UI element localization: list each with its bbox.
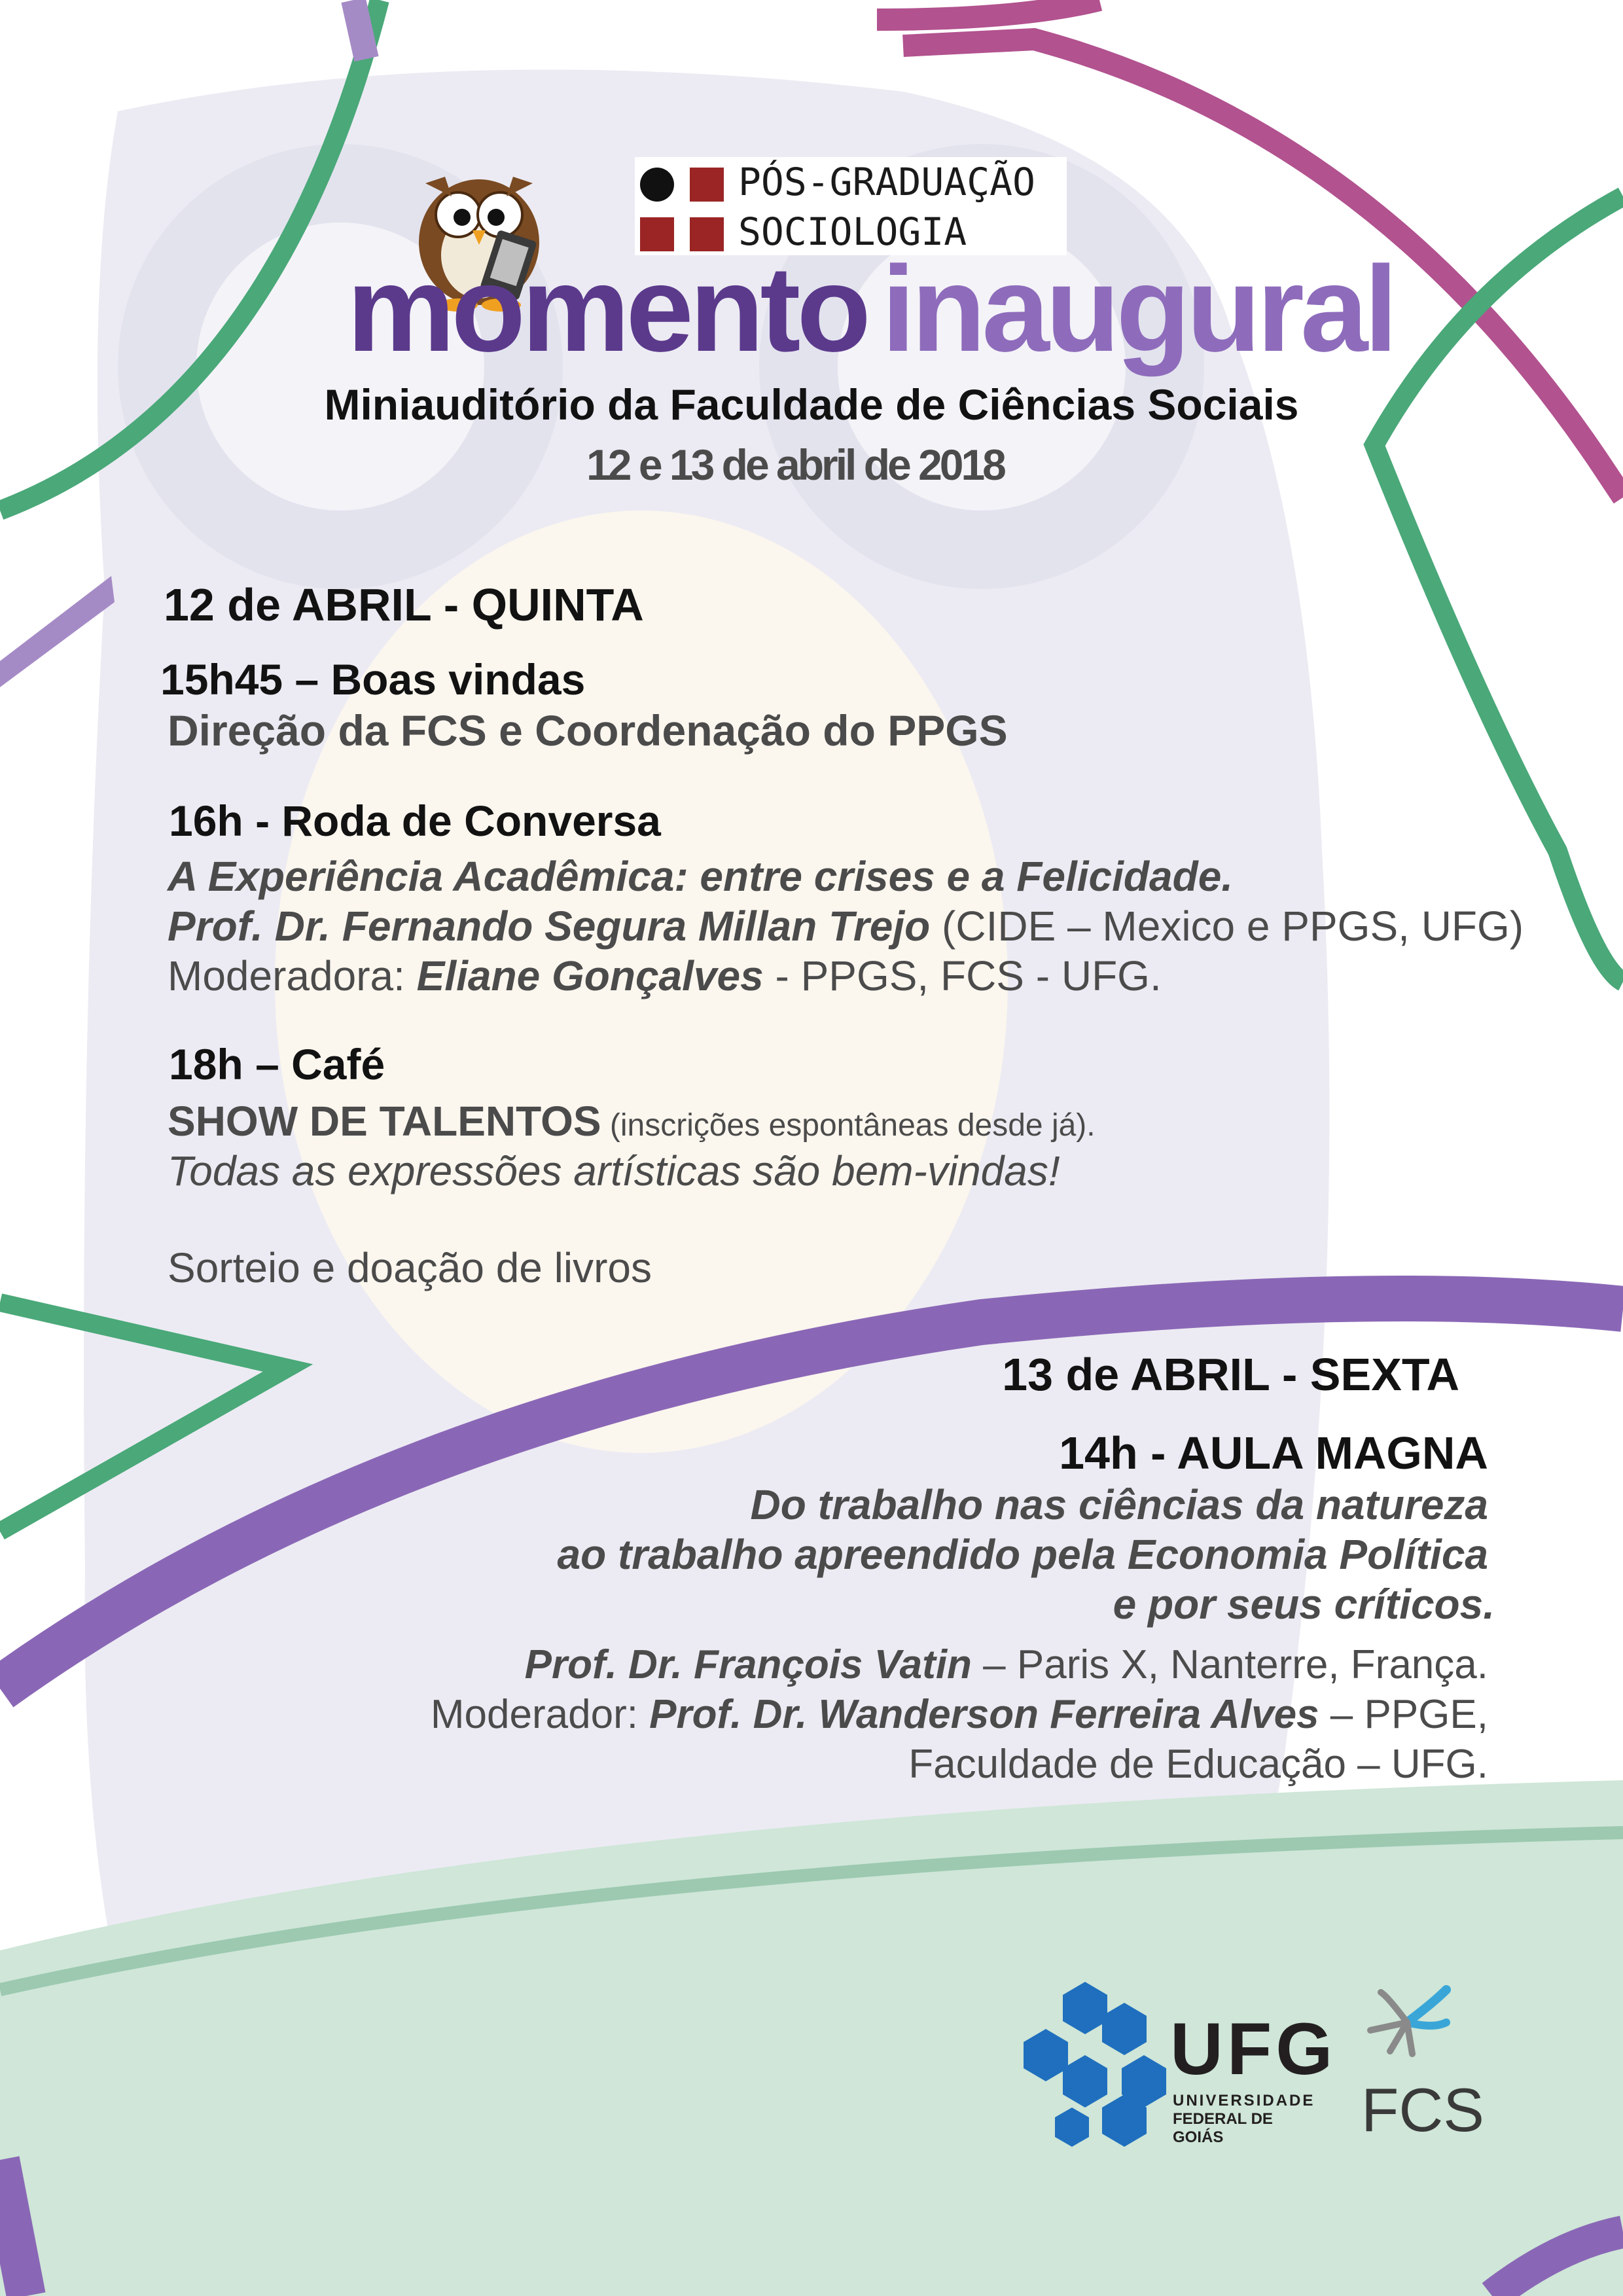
day1-show-note: (inscrições espontâneas desde já). xyxy=(601,1108,1096,1143)
day1-show-title: SHOW DE TALENTOS xyxy=(168,1098,601,1145)
day1-session2-speaker: Prof. Dr. Fernando Segura Millan Trejo xyxy=(168,903,931,950)
event-dates: 12 e 13 de abril de 2018 xyxy=(586,440,1004,489)
program-line-1: PÓS-GRADUAÇÃO xyxy=(738,160,1035,204)
day2-lecture-line-3: e por seus críticos. xyxy=(1113,1581,1495,1628)
day1-session2-time: 16h - Roda de Conversa xyxy=(169,797,661,845)
day1-session1-desc: Direção da FCS e Coordenação do PPGS xyxy=(168,706,1008,755)
day1-session2-mod-name: Eliane Gonçalves xyxy=(416,952,764,999)
day1-session2-mod-affil: - PPGS, FCS - UFG. xyxy=(763,952,1162,999)
day2-moderator-line xyxy=(431,1691,1488,1738)
title-word-inaugural: inaugural xyxy=(882,242,1395,377)
day2-heading: 13 de ABRIL - SEXTA xyxy=(1002,1349,1459,1400)
fcs-spark-icon xyxy=(1361,1983,1453,2062)
day1-heading: 12 de ABRIL - QUINTA xyxy=(164,579,644,630)
fcs-wordmark: FCS xyxy=(1361,2075,1484,2144)
day2-mod-label: Moderador: xyxy=(430,1692,650,1737)
day2-session-time: 14h - AULA MAGNA xyxy=(1059,1427,1488,1479)
day1-raffle: Sorteio e doação de livros xyxy=(168,1244,652,1291)
program-line-2: SOCIOLOGIA xyxy=(738,209,967,254)
event-title xyxy=(347,242,1395,378)
day2-lecture-line-2: ao trabalho apreendido pela Economia Política xyxy=(557,1531,1488,1578)
day2-mod-affil-line-2: Faculdade de Educação – UFG. xyxy=(908,1742,1488,1787)
venue: Miniauditório da Faculdade de Ciências Sociais xyxy=(324,380,1299,429)
ufg-sub-line-1: UNIVERSIDADE xyxy=(1173,2092,1315,2109)
day1-session2-title: A Experiência Acadêmica: entre crises e a Felicidade. xyxy=(168,853,1234,900)
day1-show-tagline: Todas as expressões artísticas são bem-vindas! xyxy=(168,1147,1060,1194)
program-logo-mark-icon xyxy=(637,162,729,254)
fcs-logo xyxy=(1348,1977,1484,2147)
lavender-ribbon-top xyxy=(353,0,366,59)
green-ribbon-right xyxy=(1374,196,1623,982)
day1-session1-time: 15h45 – Boas vindas xyxy=(160,655,586,704)
ufg-sub-line-2: FEDERAL DE GOIÁS xyxy=(1173,2110,1273,2146)
day2-speaker-affil: – Paris X, Nanterre, França. xyxy=(971,1642,1488,1687)
title-word-momento: momento xyxy=(347,242,867,377)
day2-mod-name: Prof. Dr. Wanderson Ferreira Alves xyxy=(649,1692,1319,1737)
lavender-ribbon-left xyxy=(0,576,115,687)
day1-session2-speaker-line xyxy=(168,902,1524,950)
ufg-logo xyxy=(1021,1977,1337,2147)
day2-speaker: Prof. Dr. François Vatin xyxy=(524,1642,972,1687)
day2-speaker-line xyxy=(525,1641,1488,1688)
day1-session2-affil: (CIDE – Mexico e PPGS, UFG) xyxy=(930,903,1524,950)
day1-session2-mod-label: Moderadora: xyxy=(168,952,417,999)
purple-ribbon-bottom xyxy=(0,2160,26,2296)
day1-show-line xyxy=(168,1097,1096,1145)
program-logo xyxy=(635,157,1067,255)
ufg-wordmark: UFG xyxy=(1170,2008,1337,2090)
day1-session2-moderator-line xyxy=(168,952,1162,1000)
day2-mod-affil: – PPGE, xyxy=(1319,1692,1488,1737)
day1-session3-time: 18h – Café xyxy=(169,1040,385,1088)
ufg-hexagons-icon xyxy=(1021,1977,1178,2147)
day2-lecture-line-1: Do trabalho nas ciências da natureza xyxy=(750,1481,1488,1528)
